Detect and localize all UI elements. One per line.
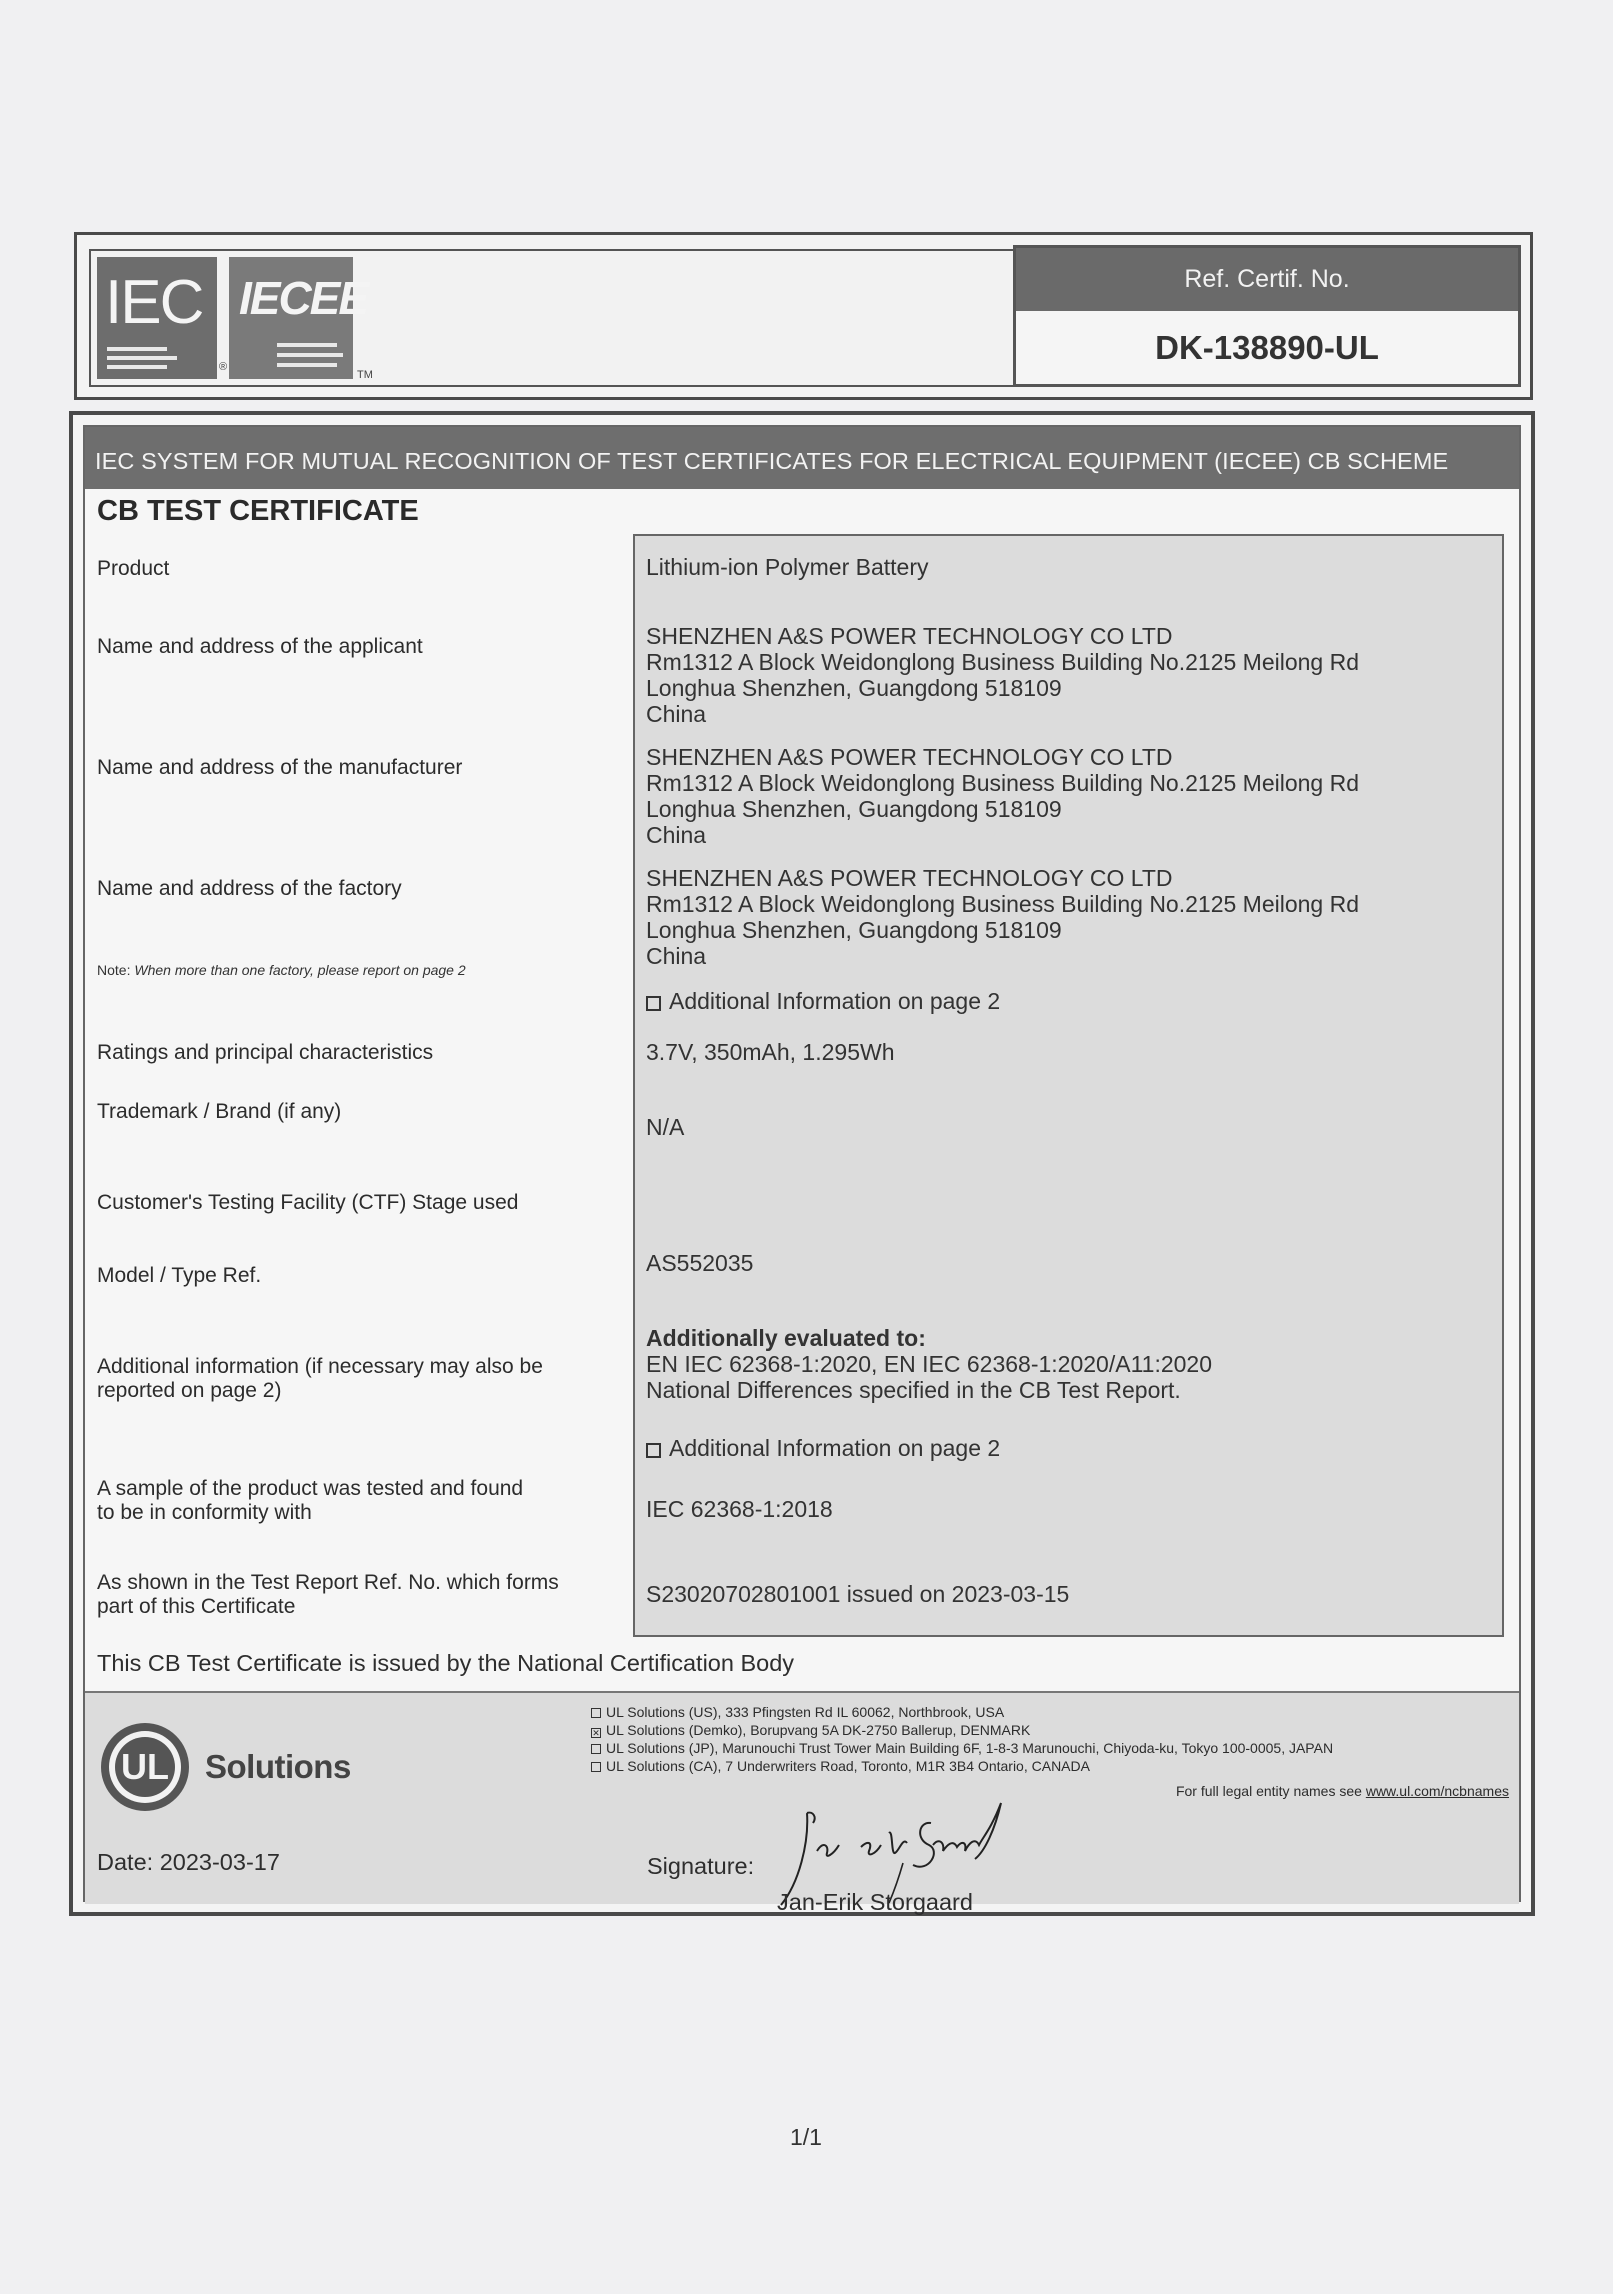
legal-entity-link[interactable]: www.ul.com/ncbnames [1365, 1783, 1509, 1799]
additional-info-checkbox[interactable] [646, 1443, 661, 1458]
additional-label [97, 1355, 543, 1403]
issuer-footer [85, 1691, 1519, 1915]
conformity-label [97, 1477, 523, 1525]
additional-evaluation-line: National Differences specified in the CB Test Report. [646, 1377, 1181, 1403]
factory-note-prefix: Note: [97, 962, 131, 978]
conformity-value: IEC 62368-1:2018 [646, 1496, 833, 1522]
applicant-address [646, 623, 1359, 727]
factory-line: China [646, 943, 707, 969]
factory-line: SHENZHEN A&S POWER TECHNOLOGY CO LTD [646, 865, 1173, 891]
ctf-label: Customer's Testing Facility (CTF) Stage used [97, 1191, 519, 1214]
certificate-title: CB TEST CERTIFICATE [97, 495, 419, 527]
factory-address [646, 865, 1359, 969]
office-item: UL Solutions (CA), 7 Underwriters Road, Toronto, M1R 3B4 Ontario, CANADA [591, 1757, 1333, 1775]
ref-cert-box [1013, 245, 1521, 387]
trademark-mark: TM [357, 369, 373, 381]
scheme-banner: IEC SYSTEM FOR MUTUAL RECOGNITION OF TEST CERTIFICATES FOR ELECTRICAL EQUIPMENT (IECEE) CB SCHEME [85, 427, 1519, 489]
additional-evaluation-heading: Additionally evaluated to: [646, 1325, 926, 1351]
issued-by-statement: This CB Test Certificate is issued by the National Certification Body [97, 1650, 795, 1676]
additional-evaluation [646, 1325, 1212, 1403]
iecee-logo-text: IECEE [239, 272, 368, 324]
factory-additional-info-text: Additional Information on page 2 [669, 988, 1001, 1014]
manufacturer-line: SHENZHEN A&S POWER TECHNOLOGY CO LTD [646, 744, 1173, 770]
report-label-line2: part of this Certificate [97, 1595, 296, 1618]
manufacturer-line: Longhua Shenzhen, Guangdong 518109 [646, 796, 1062, 822]
ref-cert-label: Ref. Certif. No. [1016, 248, 1518, 311]
factory-additional-info-checkbox[interactable] [646, 996, 661, 1011]
factory-line: Longhua Shenzhen, Guangdong 518109 [646, 917, 1062, 943]
additional-evaluation-line: EN IEC 62368-1:2020, EN IEC 62368-1:2020/A11:2020 [646, 1351, 1213, 1377]
legal-entity-note [1176, 1783, 1509, 1799]
report-value: S23020702801001 issued on 2023-03-15 [646, 1581, 1070, 1607]
model-value: AS552035 [646, 1250, 754, 1276]
office-checkbox[interactable] [591, 1708, 601, 1718]
registered-mark: ® [219, 361, 228, 373]
office-item: ✕ UL Solutions (Demko), Borupvang 5A DK-2750 Ballerup, DENMARK [592, 1722, 1031, 1738]
office-checkbox[interactable]: ✕ [592, 1728, 600, 1738]
applicant-line: Rm1312 A Block Weidonglong Business Building No.2125 Meilong Rd [646, 649, 1360, 675]
ul-logo [101, 1723, 189, 1811]
product-value: Lithium-ion Polymer Battery [646, 554, 929, 580]
additional-info-page2 [646, 1435, 1000, 1461]
conformity-label-line2: to be in conformity with [97, 1501, 312, 1524]
ratings-label: Ratings and principal characteristics [97, 1041, 434, 1064]
model-label: Model / Type Ref. [97, 1264, 262, 1287]
applicant-line: SHENZHEN A&S POWER TECHNOLOGY CO LTD [646, 623, 1173, 649]
manufacturer-label: Name and address of the manufacturer [97, 756, 463, 779]
report-label-line1: As shown in the Test Report Ref. No. which forms [97, 1571, 559, 1594]
applicant-line: Longhua Shenzhen, Guangdong 518109 [646, 675, 1062, 701]
iec-logo-text: IEC [105, 268, 203, 337]
logo-area [89, 249, 1084, 387]
office-checkbox[interactable] [591, 1762, 601, 1772]
factory-note-text: When more than one factory, please report on page 2 [134, 962, 466, 978]
trademark-value: N/A [646, 1114, 685, 1140]
additional-label-line2: reported on page 2) [97, 1379, 282, 1402]
conformity-label-line1: A sample of the product was tested and found [97, 1477, 524, 1500]
factory-additional-info [646, 988, 1000, 1014]
office-checkbox[interactable] [591, 1744, 601, 1754]
trademark-label: Trademark / Brand (if any) [97, 1100, 342, 1123]
page-number: 1/1 [790, 2124, 822, 2150]
office-item: UL Solutions (JP), Marunouchi Trust Tower Main Building 6F, 1-8-3 Marunouchi, Chiyoda-ku, Tokyo 100-0005, JAPAN [591, 1739, 1333, 1757]
office-item: UL Solutions (US), 333 Pfingsten Rd IL 60062, Northbrook, USA [591, 1703, 1333, 1721]
signatory-name: Jan-Erik Storgaard [777, 1889, 973, 1915]
factory-note [97, 962, 466, 978]
report-label [97, 1571, 559, 1619]
additional-label-line1: Additional information (if necessary may also be [97, 1355, 543, 1378]
applicant-label: Name and address of the applicant [97, 635, 423, 658]
ratings-value: 3.7V, 350mAh, 1.295Wh [646, 1039, 895, 1065]
manufacturer-line: China [646, 822, 707, 848]
iec-logo [97, 257, 228, 379]
office-list [591, 1703, 1333, 1775]
manufacturer-line: Rm1312 A Block Weidonglong Business Building No.2125 Meilong Rd [646, 770, 1360, 796]
ul-solutions-wordmark: Solutions [205, 1748, 351, 1785]
factory-line: Rm1312 A Block Weidonglong Business Building No.2125 Meilong Rd [646, 891, 1360, 917]
certificate-date: Date: 2023-03-17 [97, 1849, 280, 1875]
legal-note-text: For full legal entity names see [1175, 1783, 1362, 1799]
certificate-header [74, 232, 1533, 400]
iecee-logo [229, 257, 373, 381]
manufacturer-address [646, 744, 1359, 848]
signature-label: Signature: [647, 1853, 755, 1879]
product-label: Product [97, 557, 170, 580]
certificate-inner-frame [83, 425, 1521, 1915]
applicant-line: China [646, 701, 707, 727]
ref-cert-number: DK-138890-UL [1155, 329, 1379, 366]
additional-info-text: Additional Information on page 2 [669, 1435, 1001, 1461]
factory-label: Name and address of the factory [97, 877, 402, 900]
certificate-body [69, 411, 1535, 1916]
ul-logo-mark: UL [115, 1737, 175, 1797]
